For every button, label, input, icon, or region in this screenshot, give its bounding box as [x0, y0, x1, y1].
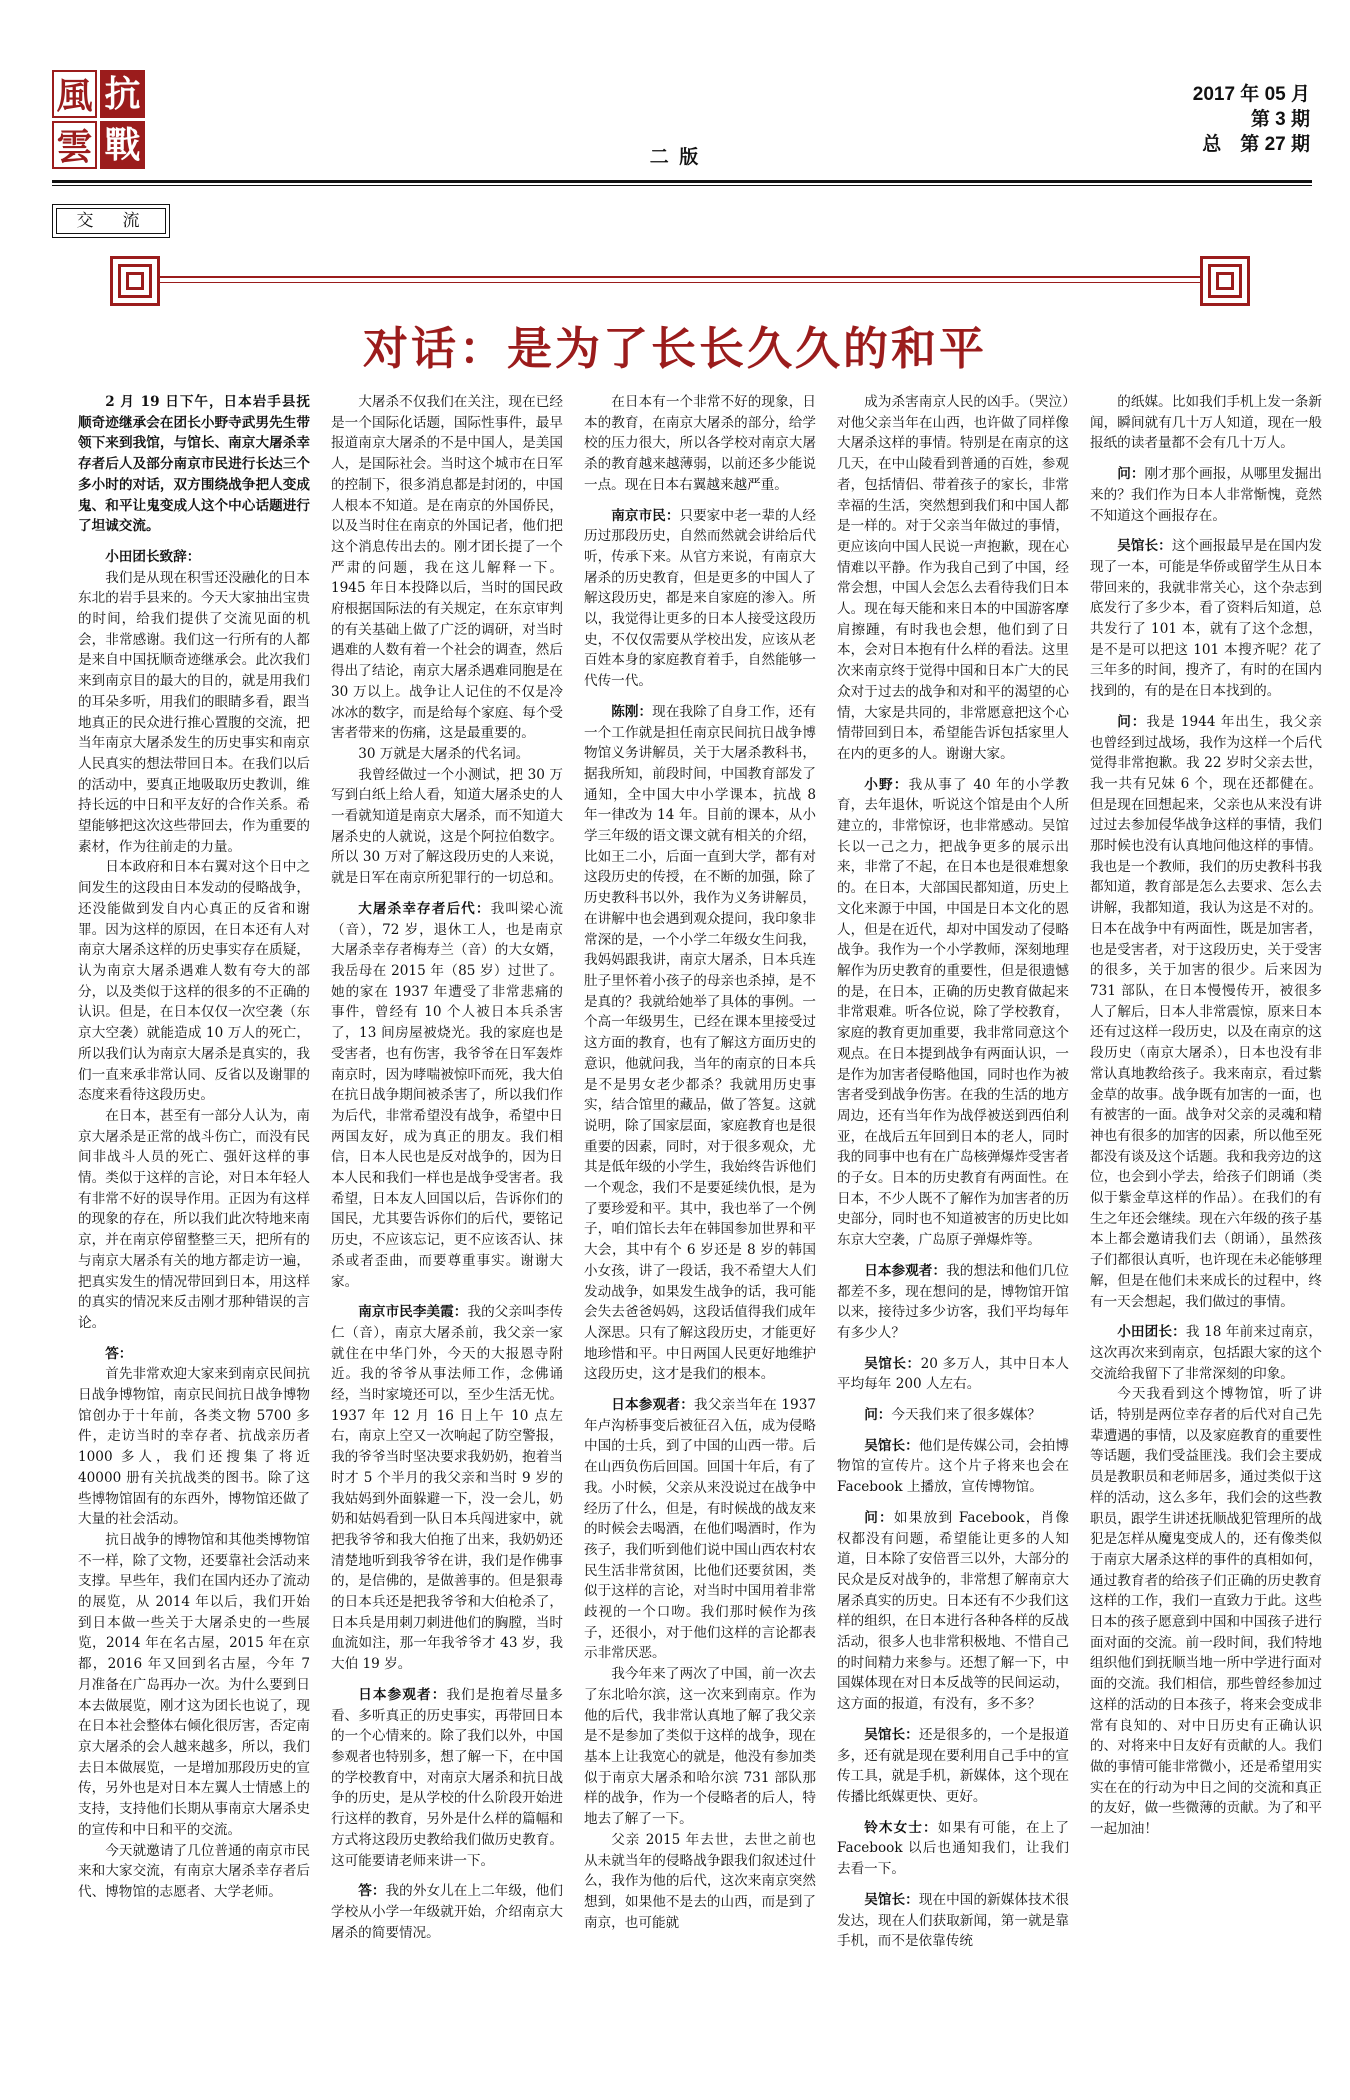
speaker-label: 问：	[864, 1509, 894, 1526]
speaker-label: 日本参观者：	[358, 1686, 447, 1703]
dialogue-text: 我 18 年前来过南京，这次再次来到南京，包括跟大家的这个交流给我留下了非常深刻的印象。	[1090, 1324, 1322, 1382]
dialogue-text: 我的想法和他们几位都差不多，现在想问的是，博物馆开馆以来，接待过多少访客，我们平均每年有多少人？	[837, 1262, 1069, 1341]
body-paragraph: 在日本，甚至有一部分人认为，南京大屠杀是正常的战斗伤亡，而没有民间非战斗人员的死亡、强奸这样的事情。类似于这样的言论，对日本年轻人有非常不好的误导作用。正因为有这样的现象的存在，所以我们此次特地来南京，并在南京停留整整三天，把所有的与南京大屠杀有关的地方都走访一遍，把真实发生的情况带回到日本，用这样的真实的情况来反击刚才那种错误的言论。	[78, 1107, 310, 1331]
dialogue-text: 我叫梁心流（音），72 岁，退休工人，也是南京大屠杀幸存者梅寿兰（音）的大女婿，我岳母在 2015 年（85 岁）过世了。她的家在 1937 年遭受了非常悲痛的事件，曾经有 10 个人被日本兵杀害了，13 间房屋被烧光。我的家庭也是受害者，也有伤害，我爷爷在日军轰炸南京时，因为哮喘被惊吓而死，我大伯在抗日战争期间被杀害了，所以我们作为后代，非常希望没有战争，希望中日两国友好，成为真正的朋友。我们相信，日本人民也是反对战争的，因为日本人民和我们一样也是战争受害者。我希望，日本友人回国以后，告诉你们的国民，尤其要告诉你们的后代，要铭记历史，不应该忘记，更不应该否认、抹杀或者歪曲，而要尊重事实。谢谢大家。	[331, 900, 563, 1290]
dialogue-text: 我父亲当年在 1937 年卢沟桥事变后被征召入伍，成为侵略中国的士兵，到了中国的山西一带。后在山西负伤后回国。回国十年后，有了我。小时候，父亲从来没说过在战争中经历了什么，但是，有时候战的战友来的时候会去喝酒，在他们喝酒时，作为孩子，我们听到他们说中国山西农村农民生活非常贫困，比他们还要贫困，类似于这样的言论，对当时中国用着非常歧视的一个口吻。我们那时候作为孩子，还很小，对于他们这样的言论都表示非常厌恶。	[584, 1397, 816, 1662]
article-column-2	[331, 392, 563, 2084]
dialogue-text: 还是很多的，一个是报道多，还有就是现在要利用自己手中的宣传工具，就是手机，新媒体，这个现在传播比纸媒更快、更好。	[837, 1726, 1069, 1805]
speaker-label: 陈刚：	[611, 703, 653, 720]
article-column-5	[1090, 392, 1322, 2084]
section-tag	[52, 204, 170, 238]
speaker-label: 问：	[864, 1407, 892, 1424]
dialogue-text: 如果放到 Facebook，肖像权都没有问题，希望能让更多的人知道，日本除了安倍晋三以外，大部分的民众是反对战争的，非常想了解南京大屠杀真实的历史。日本还有不少我们这样的组织，在日本进行各种各样的反战活动，很多人也非常积极地、不惜自己的时间精力来参与。还想了解一下，中国媒体现在对日本反战等的民间运动，这方面的报道，有没有，多不多？	[837, 1509, 1069, 1713]
dialogue-paragraph	[1090, 536, 1322, 702]
speaker-label: 南京市民李美霞：	[358, 1304, 468, 1321]
dialogue-paragraph	[837, 1354, 1069, 1395]
masthead-rule	[52, 180, 1312, 183]
body-paragraph: 今天就邀请了几位普通的南京市民来和大家交流，有南京大屠杀幸存者后代、博物馆的志愿者、大学老师。	[78, 1842, 310, 1900]
body-paragraph: 今天我看到这个博物馆，听了讲话，特别是两位幸存者的后代对自己先辈遭遇的事情，以及家庭教育的重要性等话题，我们受益匪浅。我们会主要成员是教职员和老师居多，通过类似于这样的活动，这么多年，我们会的这些教职员，跟学生讲述抚顺战犯管理所的战犯是怎样从魔鬼变成人的，还有像类似于南京大屠杀这样的事件的真相如何，通过教育者的给孩子们正确的历史教育这样的工作，我们一直致力于此。这些日本的孩子愿意到中国和中国孩子进行面对面的交流。前一段时间，我们特地组织他们到抚顺当地一所中学进行面对面的交流。我们相信，那些曾经参加过这样的活动的日本孩子，将来会变成非常有良知的、对中日历史有正确认识的、对将来中日友好有贡献的人。我们做的事情可能非常微小，还是希望用实实在在的行动为中日之间的交流和真正的友好，做一些微薄的贡献。为了和平一起加油！	[1090, 1386, 1322, 1838]
body-paragraph: 30 万就是大屠杀的代名词。	[358, 745, 530, 762]
speaker-label: 答：	[358, 1883, 386, 1900]
article-column-4	[837, 392, 1069, 2084]
dialogue-text: 我的父亲叫李传仁（音），南京大屠杀前，我父亲一家就住在中华门外，今天的大报恩寺附近。我的爷爷从事法师工作，念佛诵经，当时家境还可以，至少生活无忧。1937 年 12 月 16 日上午 10 点左右，南京上空又一次响起了防空警报，我的爷爷当时坚决要求我奶奶，抱着当时才 5 个半月的我父亲和当时 9 岁的我姑妈到外面躲避一下，没一会儿，奶奶和姑妈看到一队日本兵闯进家中，就把我爷爷和我大伯拖了出来，我奶奶还清楚地听到我爷爷在讲，我们是作佛事的，是信佛的，是做善事的。但是狠毒的日本兵还是把我爷爷和大伯枪杀了，日本兵是用刺刀刺进他们的胸膛，当时血流如注，那一年我爷爷才 43 岁，我大伯 19 岁。	[331, 1304, 563, 1673]
dialogue-text: 我们是抱着尽量多看、多听真正的历史事实，再带回日本的一个心情来的。除了我们以外，中国参观者也特别多，想了解一下，在中国的学校教育中，对南京大屠杀和抗日战争的历史，是从学校的什么阶段开始进行这样的教育，另外是什么样的篇幅和方式将这段历史教给我们做历史教育。这可能要请老师来讲一下。	[331, 1686, 563, 1869]
logo-char-3: 雲	[52, 121, 97, 169]
speaker-label: 问：	[1117, 713, 1147, 730]
body-paragraph: 日本政府和日本右翼对这个日中之间发生的这段由日本发动的侵略战争，还没能做到发自内心真正的反省和谢罪。因为这样的原因，在日本还有人对南京大屠杀这样的历史事实存在质疑，认为南京大屠杀遇难人数有夸大的部分，以及类似于这样的很多的不正确的认识。但是，在日本仅仅一次空袭（东京大空袭）就能造成 10 万人的死亡，所以我们认为南京大屠杀是真实的，我们一直来承非常认同、反省以及谢罪的态度来看待这段历史。	[78, 859, 310, 1104]
body-paragraph: 的纸媒。比如我们手机上发一条新闻，瞬间就有几十万人知道，现在一般报纸的读者量都不会有几十万人。	[1090, 394, 1322, 452]
masthead-rule-thin	[52, 185, 1312, 186]
section-tag-label: 交 流	[56, 208, 166, 234]
speaker-label: 小田团长：	[1117, 1324, 1186, 1341]
dialogue-text: 我从事了 40 年的小学教育，去年退休，听说这个馆是由个人所建立的，非常惊讶，也非常感动。吴馆长以一己之力，把战争更多的展示出来，非常了不起，在日本也是很难想象的。在日本，大部国民都知道，历史上文化来源于中国，中国是日本文化的恩人，但是在近代，却对中国发动了侵略战争。我作为一个小学教师，深刻地理解作为历史教育的重要性，但是很遗憾的是，在日本，正确的历史教育做起来非常艰难。听各位说，除了学校教育，家庭的教育更加重要，我非常同意这个观点。在日本提到战争有两面认识，一是作为加害者侵略他国，同时也作为被害者受到战争伤害。在我的生活的地方周边，还有当年作为战俘被送到西伯利亚，在战后五年回到日本的老人，同时我的同事中也有在广岛核弹爆炸受害者的子女。日本的历史教育有两面性。在日本，不少人既不了解作为加害者的历史部分，同时也不知道被害的历史比如东京大空袭，广岛原子弹爆炸等。	[837, 776, 1069, 1249]
dialogue-paragraph	[1090, 1322, 1322, 1384]
body-paragraph: 抗日战争的博物馆和其他类博物馆不一样，除了文物，还要靠社会活动来支撑。早些年，我们在国内还办了流动的展览，从 2014 年以后，我们开始到日本做一些关于大屠杀史的一些展览，2014 年在名古屋，2015 年在京都，2016 年又回到名古屋，今年 7 月准备在广岛再办一次。为什么要到日本去做展览，刚才这为团长也说了，现在日本社会整体右倾化很厉害，否定南京大屠杀的会人越来越多，所以，我们去日本做展览，一是增加那段历史的宣传，另外也是对日本左翼人士情感上的支持，支持他们长期从事南京大屠杀史的宣传和中日和平的交流。	[78, 1531, 310, 1838]
fret-ornament-left	[110, 256, 160, 306]
speaker-label: 大屠杀幸存者后代：	[358, 900, 491, 917]
dialogue-text: 现在中国的新媒体技术很发达，现在人们获取新闻，第一就是靠手机，而不是依靠传统	[837, 1891, 1069, 1950]
dialogue-paragraph	[837, 1818, 1069, 1880]
dialogue-paragraph	[837, 1890, 1069, 1952]
dialogue-text: 他们是传媒公司，会拍博物馆的宣传片。这个片子将来也会在 Facebook 上播放，宣传博物馆。	[837, 1437, 1069, 1496]
issue-date: 2017 年 05 月	[1192, 84, 1310, 105]
dialogue-text: 今天我们来了很多媒体？	[891, 1407, 1041, 1424]
body-paragraph: 我们是从现在积雪还没融化的日本东北的岩手县来的。今天大家抽出宝贵的时间，给我们提供了交流见面的机会，非常感谢。我们这一行所有的人都是来自中国抚顺奇迹继承会。此次我们来到南京目的最大的目的，就是用我们的耳朵多听，用我们的眼睛多看，跟当地真正的民众进行推心置腹的交流，把当年南京大屠杀发生的历史事实和南京人民真实的想法带回日本。在我们以后的活动中，要真正地吸取历史教训，维持长远的中日和平友好的合作关系。希望能够把这次这些带回去，作为重要的素材，作为往前走的力量。	[78, 569, 310, 855]
dialogue-paragraph	[331, 1685, 563, 1871]
dialogue-paragraph	[837, 775, 1069, 1251]
fret-ornament-right	[1200, 256, 1250, 306]
dialogue-paragraph	[837, 1261, 1069, 1344]
speaker-label: 吴馆长：	[864, 1437, 919, 1454]
speaker-label: 吴馆长：	[864, 1355, 921, 1372]
dialogue-text: 我的外女儿在上二年级，他们学校从小学一年级就开始，介绍南京大屠杀的简要情况。	[331, 1883, 563, 1941]
speaker-label: 日本参观者：	[611, 1397, 695, 1414]
page-label: 二 版	[649, 146, 701, 168]
article-column-3	[584, 392, 816, 2084]
article-body	[78, 392, 1326, 2084]
dialogue-text: 只要家中老一辈的人经历过那段历史，自然而然就会讲给后代听，传承下来。从官方来说，有南京大屠杀的历史教育，但是更多的中国人了解这段历史，都是来自家庭的渗入。所以，我觉得让更多的日本人接受这段历史，不仅仅需要从学校出发，应该从老百姓本身的家庭教育着手，自然能够一代传一代。	[584, 507, 816, 690]
body-paragraph: 大屠杀不仅我们在关注，现在已经是一个国际化话题，国际性事件，最早报道南京大屠杀的不是中国人，是美国人，是国际社会。当时这个城市在日军的控制下，很多消息都是封闭的，中国人根本不知道。是在南京的外国侨民，以及当时住在南京的外国记者，他们把这个消息传出去的。刚才团长提了一个严肃的问题，我在这儿解释一下。1945 年日本投降以后，当时的国民政府根据国际法的有关规定，在东京审判的有关基础上做了广泛的调研，对当时遇难的人数有着一个社会的调查，然后得出了结论，南京大屠杀遇难同胞是在 30 万以上。战争让人记住的不仅是冷冰冰的数字，而是给每个家庭、每个受害者带来的伤痛，这是最重要的。	[331, 394, 563, 742]
dialogue-paragraph	[584, 1395, 816, 1664]
article-lead: 2 月 19 日下午，日本岩手县抚顺奇迹继承会在团长小野寺武男先生带领下来到我馆，与馆长、南京大屠杀幸存者后人及部分南京市民进行长达三个多小时的对话，双方围绕战争把人变成鬼、和平让鬼变成人这个中心话题进行了坦诚交流。	[78, 394, 310, 535]
dialogue-paragraph	[331, 899, 563, 1292]
dialogue-paragraph	[331, 1881, 563, 1943]
dialogue-paragraph	[837, 1405, 1069, 1426]
speaker-label: 吴馆长：	[864, 1726, 919, 1743]
dialogue-paragraph	[584, 506, 816, 692]
dialogue-text: 20 多万人，其中日本人平均每年 200 人左右。	[837, 1355, 1069, 1393]
dialogue-paragraph	[584, 702, 816, 1385]
logo-char-1: 風	[52, 70, 97, 118]
dialogue-paragraph	[331, 1302, 563, 1675]
dialogue-text: 现在我除了自身工作，还有一个工作就是担任南京民间抗日战争博物馆义务讲解员，关于大屠杀教科书，据我所知，前段时间，中国教育部发了通知，全中国大中小学课本，抗战 8 年一律改为 14 年。目前的课本，从小学三年级的语文课文就有相关的介绍，比如王二小，后面一直到大学，都有对这段历史的传授，在不断的加强，除了历史教科书以外，我作为义务讲解员，在讲解中也会遇到观众提问，我印象非常深的是，一个小学二年级女生问我，我妈妈跟我讲，南京大屠杀，日本兵连肚子里怀着小孩子的母亲也杀掉，是不是真的？我就给她举了具体的事例。一个高一年级男生，已经在课本里接受过这方面的教育，也有了解这方面历史的意识，他就问我，当年的南京的日本兵是不是男女老少都杀？我就用历史事实，结合馆里的藏品，做了答复。这就说明，除了国家层面，家庭教育也是很重要的因素，同时，对于很多观众，尤其是低年级的小学生，我始终告诉他们一个观念，我们不是要延续仇恨，是为了要珍爱和平。其中，我也举了一个例子，咱们馆长去年在韩国参加世界和平大会，其中有个 6 岁还是 8 岁的韩国小女孩，讲了一段话，我不希望大人们发动战争，如果发生战争的话，我可能会失去爸爸妈妈，这段话值得我们成年人深思。只有了解这段历史，才能更好地珍惜和平。中日两国人民更好地维护这段历史，这才是我们的根本。	[584, 703, 816, 1383]
dialogue-text: 刚才那个画报，从哪里发掘出来的？我们作为日本人非常惭愧，竟然不知道这个画报存在。	[1090, 466, 1322, 524]
body-paragraph: 在日本有一个非常不好的现象，日本的教育，在南京大屠杀的部分，给学校的压力很大，所以各学校对南京大屠杀的教育越来越薄弱，以前还多少能说一点。现在日本右翼越来越严重。	[584, 394, 816, 493]
body-paragraph: 我曾经做过一个小测试，把 30 万写到白纸上给人看，知道大屠杀史的人一看就知道是南京大屠杀，而不知道大屠杀史的人就说，这是个阿拉伯数字。所以 30 万对了解这段历史的人来说，就是日军在南京所犯罪行的一切总和。	[331, 766, 563, 887]
speaker-label: 南京市民：	[611, 507, 680, 524]
body-paragraph: 我今年来了两次了中国，前一次去了东北哈尔滨，这一次来到南京。作为他的后代，我非常认真地了解了我父亲是不是参加了类似于这样的战争，现在基本上让我宽心的就是，他没有参加类似于南京大屠杀和哈尔滨 731 部队那样的战争，作为一个侵略者的后人，特地去了解了一下。	[584, 1666, 816, 1828]
article-column-1	[78, 392, 310, 2084]
issue-total-number: 总 第 27 期	[1202, 134, 1310, 155]
dialogue-paragraph	[837, 1436, 1069, 1498]
dialogue-text: 我是 1944 年出生，我父亲也曾经到过战场，我作为这样一个后代觉得非常抱歉。我 22 岁时父亲去世，我一共有兄妹 6 个，现在还都健在。但是现在回想起来，父亲也从来没有讲过过去参加侵华战争这样的事情，我们那时候也没有认真地问他这样的事情。我也是一个教师，我们的历史教科书我都知道，教育部是怎么去要求、怎么去讲解，我都知道，我认为这是不对的。日本在战争中有两面性，既是加害者，也是受害者，对于这段历史，关于受害的很多，关于加害的很少。后来因为 731 部队，在日本慢慢传开，被很多人了解后，日本人非常震惊，原来日本还有过这样一段历史，以及在南京的这段历史（南京大屠杀），日本也没有非常认真地教给孩子。我来南京，看过紫金草的故事。战争既有加害的一面，也有被害的一面。战争对父亲的灵魂和精神也有很多的加害的因素，所以他至死都没有谈及这个话题。我和我旁边的这位，也会到小学去，给孩子们朗诵（类似于紫金草这样的作品）。在我们的有生之年还会继续。现在六年级的孩子基本上都会邀请我们去（朗诵），虽然孩子们都很认真听，也许现在未必能够理解，但是在他们未来成长的过程中，终有一天会想起，我们做过的事情。	[1090, 713, 1322, 1310]
logo-char-2: 抗	[100, 70, 145, 118]
dialogue-paragraph	[1090, 464, 1322, 526]
section-heading: 答：	[105, 1345, 133, 1362]
speaker-label: 吴馆长：	[864, 1891, 919, 1908]
speaker-label: 日本参观者：	[864, 1262, 947, 1279]
dialogue-paragraph	[837, 1508, 1069, 1715]
body-paragraph: 父亲 2015 年去世，去世之前也从未就当年的侵略战争跟我们叙述过什么，我作为他的后代，这次来南京突然想到，如果他不是去的山西，而是到了南京，也可能就	[584, 1831, 816, 1931]
speaker-label: 吴馆长：	[1117, 538, 1172, 555]
title-band-line-thin	[160, 282, 1210, 283]
body-paragraph: 首先非常欢迎大家来到南京民间抗日战争博物馆，南京民间抗日战争博物馆创办于十年前，各类文物 5700 多件，走访当时的幸存者、抗战亲历者 1000 多人，我们还搜集了将近 40000 册有关抗战类的图书。除了这些博物馆固有的东西外，博物馆还做了大量的社会活动。	[78, 1366, 310, 1528]
logo-char-4: 戰	[100, 121, 145, 169]
body-paragraph: 成为杀害南京人民的凶手。（哭泣）对他父亲当年在山西，也许做了同样像大屠杀这样的事情。特别是在南京的这几天，在中山陵看到普通的百姓，参观者，包括情侣、带着孩子的家长，非常幸福的生活，突然想到我们和中国人都是一样的。对于父亲当年做过的事情，更应该向中国人民说一声抱歉，现在心情难以平静。作为我自己到了中国，经常会想，中国人会怎么去看待我们日本人。现在每天能和来日本的中国游客摩肩擦踵，有时我也会想，他们到了日本，会对日本抱有什么样的看法。这里次来南京终于觉得中国和日本广大的民众对于过去的战争和对和平的渴望的心情，大家是共同的，非常愿意把这个心情带回到日本，希望能告诉包括家里人在内的更多的人。谢谢大家。	[837, 394, 1069, 762]
section-heading: 小田团长致辞：	[105, 548, 201, 565]
speaker-label: 问：	[1117, 466, 1145, 483]
speaker-label: 小野：	[864, 776, 909, 793]
dialogue-paragraph	[837, 1725, 1069, 1808]
speaker-label: 铃木女士：	[864, 1819, 938, 1836]
article-title: 对话：是为了长长久久的和平	[362, 322, 987, 375]
issue-number: 第 3 期	[1250, 109, 1310, 130]
dialogue-text: 这个画报最早是在国内发现了一本，可能是华侨或留学生从日本带回来的，我就非常关心，这个杂志到底发行了多少本，看了资料后知道，总共发行了 101 本，就有了这个念想，是不是可以把这 101 本搜齐呢？花了三年多的时间，搜齐了，有时的在国内找到的，有的是在日本找到的。	[1090, 538, 1322, 700]
dialogue-text: 如果有可能，在上了 Facebook 以后也通知我们，让我们去看一下。	[837, 1819, 1069, 1878]
title-band-line	[160, 276, 1210, 278]
dialogue-paragraph	[1090, 712, 1322, 1312]
